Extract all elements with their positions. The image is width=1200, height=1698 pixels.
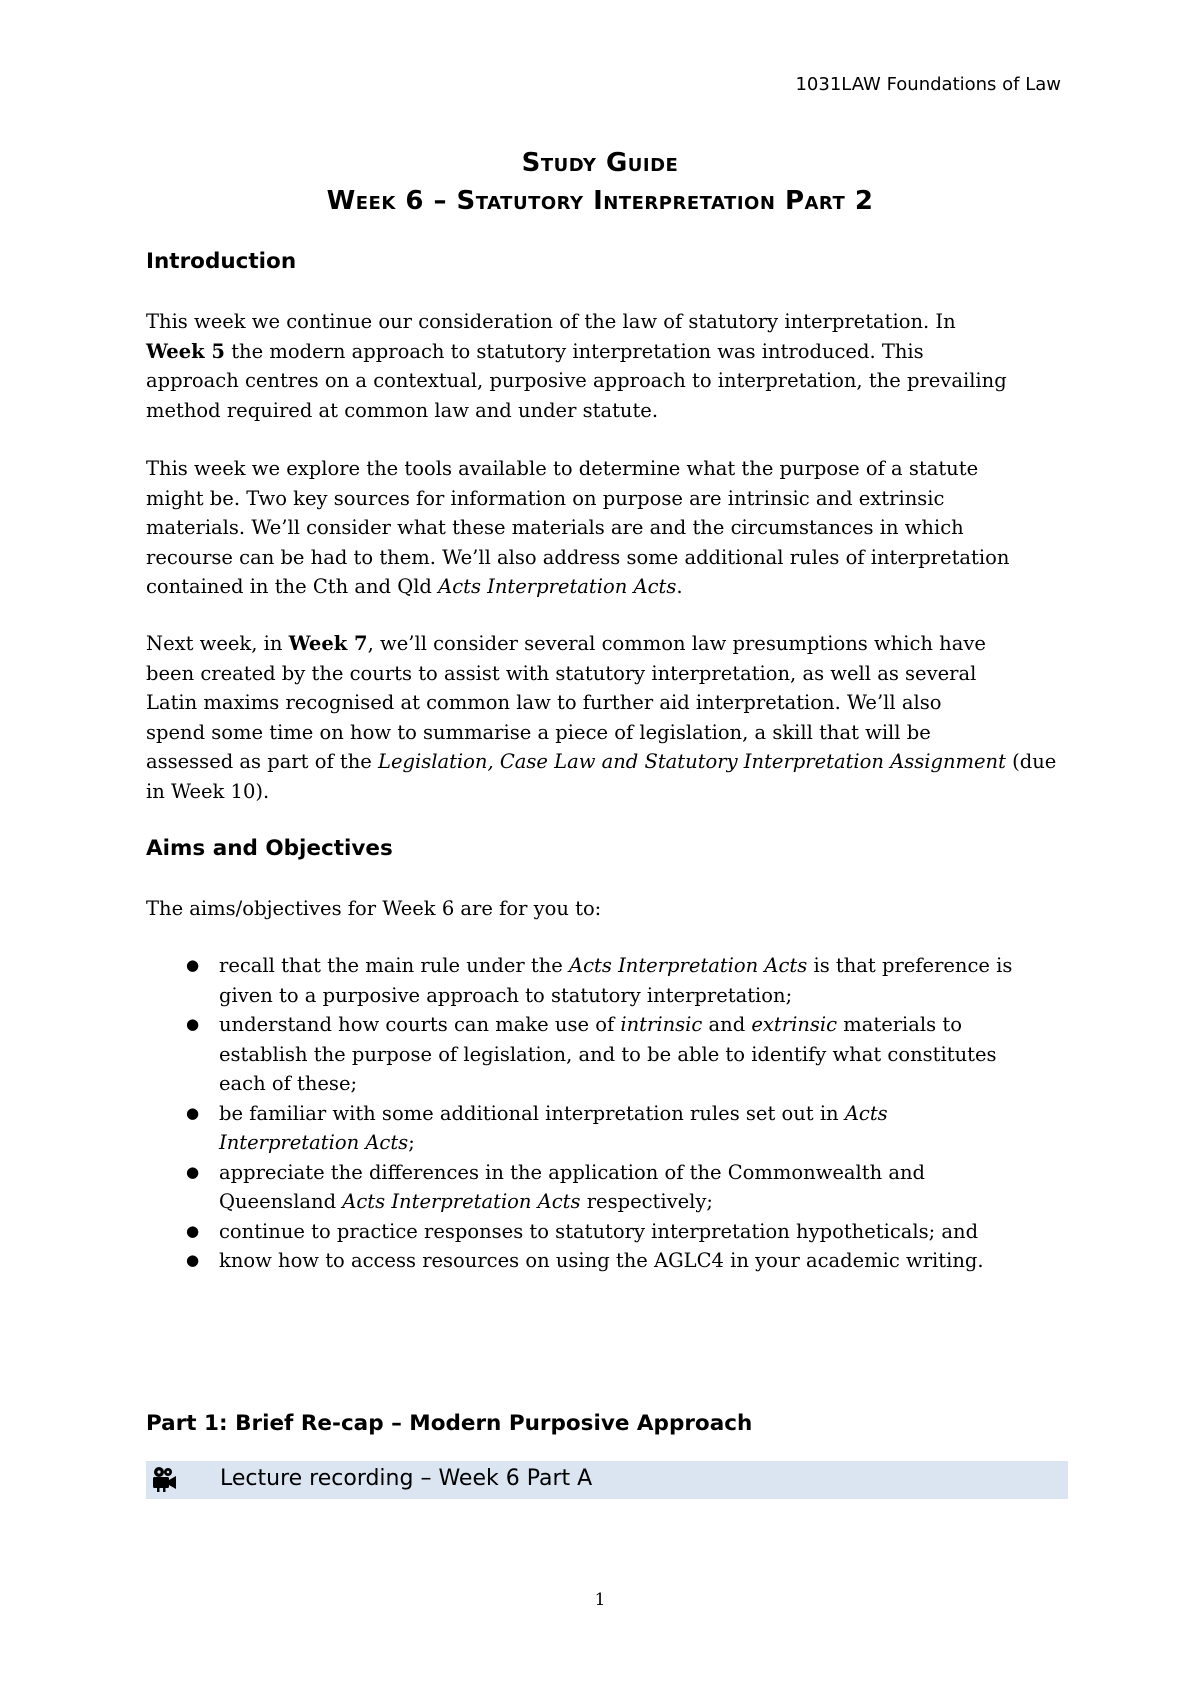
italic-text: extrinsic	[751, 1013, 838, 1036]
italic-text: intrinsic	[620, 1013, 703, 1036]
text-span: be familiar with some additional interpretation rules set out in	[219, 1101, 845, 1125]
running-header: 1031LAW Foundations of Law	[795, 74, 1061, 95]
text-span: (due	[1005, 750, 1057, 773]
text-line: recourse can be had to them. We’ll also address some additional rules of interpretation	[146, 545, 1010, 569]
text-span: Queensland	[219, 1190, 343, 1213]
aims-list	[146, 951, 1068, 1276]
film-camera-icon	[150, 1465, 178, 1493]
text-line: Latin maxims recognised at common law to further aid interpretation. We’ll also	[146, 691, 942, 714]
text-line	[146, 747, 1068, 777]
text-line: appreciate the differences in the application of the Commonwealth and	[219, 1160, 926, 1184]
heading-part1: Part 1: Brief Re-cap – Modern Purposive Approach	[146, 1411, 753, 1436]
text-span: recall that the main rule under the	[219, 954, 570, 977]
act-title-italic: Acts Interpretation Acts	[438, 575, 677, 598]
italic-text: Acts	[844, 1101, 888, 1125]
text-span: contained in the Cth and Qld	[146, 575, 439, 598]
bold-text: Week 5	[146, 339, 225, 363]
text-span: .	[676, 575, 683, 598]
page-number: 1	[594, 1590, 606, 1610]
text-line: This week we explore the tools available to determine what the purpose of a statute	[146, 457, 979, 480]
text-span: assessed as part of the	[146, 750, 379, 773]
title-week: Week 6 – Statutory Interpretation Part 2	[326, 186, 874, 216]
bullet-icon: ●	[186, 956, 200, 974]
heading-introduction: Introduction	[146, 249, 297, 274]
italic-text: Interpretation Acts	[219, 1131, 409, 1154]
text-line	[219, 1099, 1068, 1129]
intro-paragraph-2	[146, 454, 1068, 602]
act-title-italic: Acts Interpretation Acts	[342, 1190, 581, 1213]
text-line: been created by the courts to assist with statutory interpretation, as well as several	[146, 661, 977, 685]
text-span: the modern approach to statutory interpretation was introduced. This	[225, 339, 924, 363]
assignment-title-italic: Legislation, Case Law and Statutory Interpretation Assignment	[378, 750, 1006, 773]
text-span: is that preference is	[807, 954, 1013, 977]
act-title-italic: Acts Interpretation Acts	[569, 954, 808, 977]
bold-text: Week 7	[288, 632, 368, 655]
list-item	[146, 1099, 1068, 1158]
text-span: , we’ll consider several common law presumptions which have	[367, 632, 986, 655]
text-line	[219, 1010, 1068, 1040]
text-span: respectively;	[580, 1190, 713, 1213]
text-span: and	[702, 1013, 752, 1036]
text-line: in Week 10).	[146, 779, 270, 803]
text-span: materials to	[837, 1013, 962, 1036]
text-line: continue to practice responses to statutory interpretation hypotheticals; and	[219, 1219, 979, 1243]
text-line: know how to access resources on using the AGLC4 in your academic writing.	[219, 1249, 984, 1272]
text-line: approach centres on a contextual, purposive approach to interpretation, the prevailing	[146, 369, 1007, 392]
intro-paragraph-3	[146, 629, 1068, 806]
list-item	[146, 951, 1068, 1010]
text-line: establish the purpose of legislation, and to be able to identify what constitutes	[219, 1042, 997, 1066]
list-item	[146, 1010, 1068, 1099]
bullet-icon: ●	[186, 1162, 200, 1181]
intro-paragraph-1	[146, 307, 1068, 425]
bullet-icon: ●	[186, 1251, 200, 1269]
lecture-recording-label[interactable]: Lecture recording – Week 6 Part A	[220, 1466, 593, 1491]
text-span: ;	[408, 1131, 415, 1154]
bullet-icon: ●	[186, 1015, 200, 1033]
text-line: each of these;	[219, 1072, 358, 1095]
text-line	[219, 1128, 1068, 1158]
text-line: might be. Two key sources for information on purpose are intrinsic and extrinsic	[146, 486, 945, 510]
text-line: This week we continue our consideration of the law of statutory interpretation. In	[146, 310, 956, 333]
text-line: method required at common law and under statute.	[146, 398, 659, 422]
heading-aims: Aims and Objectives	[146, 836, 393, 861]
list-item	[146, 1246, 1068, 1276]
text-line	[146, 337, 1068, 367]
text-span: understand how courts can make use of	[219, 1013, 621, 1036]
bullet-icon: ●	[186, 1103, 200, 1122]
text-line: spend some time on how to summarise a piece of legislation, a skill that will be	[146, 720, 931, 744]
text-line: The aims/objectives for Week 6 are for you to:	[146, 897, 602, 920]
text-span: Next week, in	[146, 632, 289, 655]
text-line: materials. We’ll consider what these materials are and the circumstances in which	[146, 516, 964, 539]
bullet-icon: ●	[186, 1221, 200, 1240]
list-item	[146, 1158, 1068, 1217]
text-line	[219, 951, 1068, 981]
text-line	[146, 629, 1068, 659]
lecture-recording-bar[interactable]	[146, 1461, 1068, 1499]
text-line	[146, 572, 1068, 602]
text-line	[219, 1187, 1068, 1217]
list-item	[146, 1217, 1068, 1247]
title-study-guide: Study Guide	[521, 148, 679, 178]
aims-intro	[146, 894, 1068, 924]
text-line: given to a purposive approach to statutory interpretation;	[219, 983, 793, 1007]
